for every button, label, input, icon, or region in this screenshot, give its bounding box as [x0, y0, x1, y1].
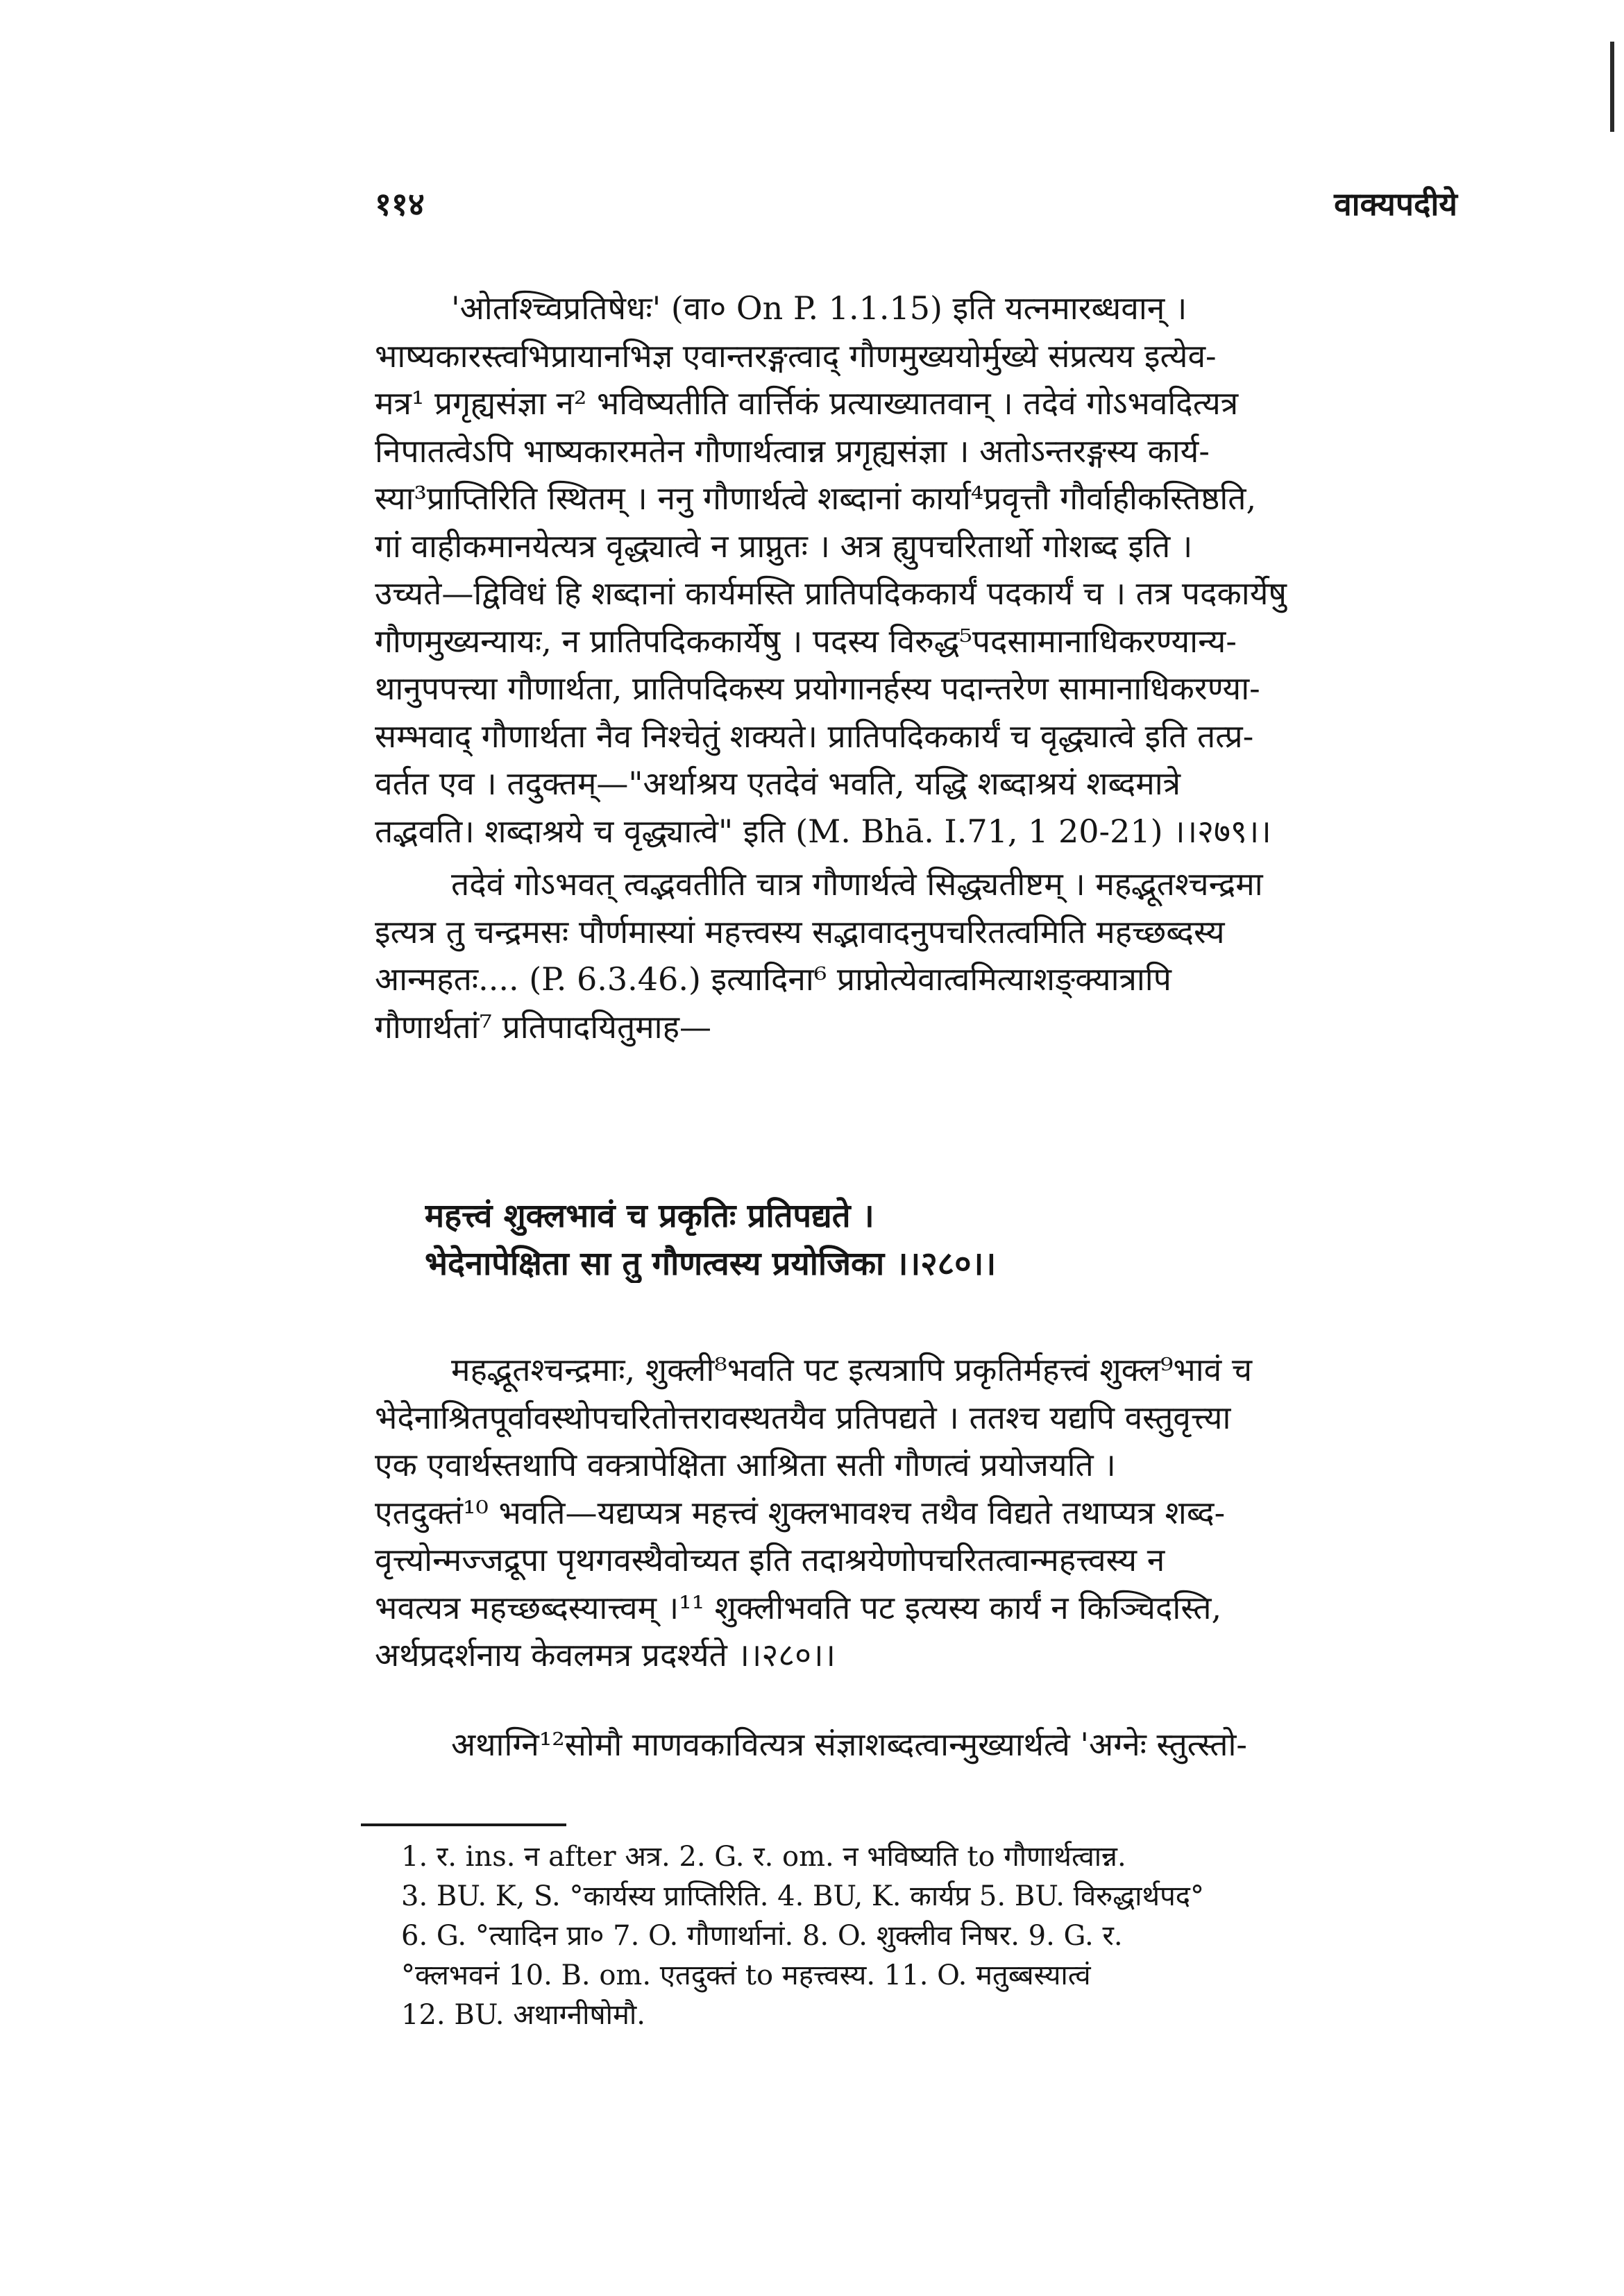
page-number: ११४ — [375, 185, 425, 223]
text-line: वृत्त्योन्मज्जद्रूपा पृथगवस्थैवोच्यत इति तदाश्रयेणोपचरितत्वान्महत्त्वस्य न — [375, 1541, 1165, 1579]
commentary-paragraph-1 — [375, 284, 1457, 855]
text-line: गौणार्थतां⁷ प्रतिपादयितुमाह— — [375, 1007, 712, 1046]
text-line: भवत्यत्र महच्छब्दस्यात्त्वम् ।¹¹ शुक्लीभवति पट इत्यस्य कार्यं न किञ्चिदस्ति, — [375, 1588, 1222, 1626]
footnote-line: 3. BU. K, S. °कार्यस्य प्राप्तिरिति. 4. BU, K. कार्यप्र 5. BU. विरुद्धार्थपद° — [401, 1880, 1205, 1912]
text-line: महद्भूतश्चन्द्रमाः, शुक्ली⁸भवति पट इत्यत्रापि प्रकृतिर्महत्त्वं शुक्ल⁹भावं च — [451, 1351, 1253, 1388]
running-head: वाक्यपदीये — [1334, 185, 1457, 223]
text-line: गौणमुख्यन्यायः, न प्रातिपदिककार्येषु । पदस्य विरुद्ध⁵पदसामानाधिकरण्यान्य- — [375, 622, 1237, 660]
text-line: अर्थप्रदर्शनाय केवलमत्र प्रदर्श्यते ।।२८०।। — [375, 1636, 836, 1674]
text-line: सम्भवाद् गौणार्थता नैव निश्चेतुं शक्यते। प्रातिपदिककार्यं च वृद्ध्यात्वे इति तत्प्र- — [375, 717, 1254, 755]
footnote-line: °क्लभवनं 10. B. om. एतदुक्तं to महत्त्वस्य. 11. O. मतुब्बस्यात्वं — [401, 1959, 1091, 1991]
footnotes — [401, 1837, 1449, 2035]
page-header — [375, 182, 1457, 230]
footnote-line: 1. र. ins. न after अत्र. 2. G. र. om. न भविष्यति to गौणार्थत्वान्न. — [401, 1841, 1126, 1873]
scan-edge-mark — [1610, 42, 1614, 132]
text-line: थानुपपत्त्या गौणार्थता, प्रातिपदिकस्य प्रयोगानर्हस्य पदान्तरेण सामानाधिकरण्या- — [375, 670, 1260, 707]
verse-line: भेदेनापेक्षिता सा तु गौणत्वस्य प्रयोजिका ।।२८०।। — [425, 1244, 997, 1283]
commentary-paragraph-2 — [375, 860, 1457, 1051]
text-line: आन्महतः.... (P. 6.3.46.) इत्यादिना⁶ प्राप्नोत्येवात्वमित्याशङ्क्यात्रापि — [375, 960, 1172, 998]
karika-verse — [425, 1188, 1452, 1283]
text-line: गां वाहीकमानयेत्यत्र वृद्ध्यात्वे न प्राप्नुतः । अत्र ह्युपचरितार्थो गोशब्द इति । — [375, 527, 1193, 565]
commentary-paragraph-4 — [375, 1721, 1457, 1769]
text-line: भाष्यकारस्त्वभिप्रायानभिज्ञ एवान्तरङ्गत्वाद् गौणमुख्ययोर्मुख्ये संप्रत्यय इत्येव- — [375, 337, 1217, 375]
text-line: 'ओतश्च्विप्रतिषेधः' (वा० On P. 1.1.15) इति यत्नमारब्धवान् । — [451, 289, 1187, 327]
text-line: एक एवार्थस्तथापि वक्त्रापेक्षिता आश्रिता सती गौणत्वं प्रयोजयति । — [375, 1446, 1116, 1483]
footnote-line: 6. G. °त्यादिन प्रा० 7. O. गौणार्थानां. 8. O. शुक्लीव निषर. 9. G. र. — [401, 1920, 1123, 1952]
footnote-line: 12. BU. अथाग्नीषोमौ. — [401, 1999, 645, 2031]
text-line: तदेवं गोऽभवत् त्वद्भवतीति चात्र गौणार्थत्वे सिद्ध्यतीष्टम् । महद्भूतश्चन्द्रमा — [451, 865, 1263, 903]
text-line: मत्र¹ प्रगृह्यसंज्ञा न² भविष्यतीति वार्त्तिकं प्रत्याख्यातवान् । तदेवं गोऽभवदित्यत्र — [375, 384, 1239, 422]
text-line: एतदुक्तं¹⁰ भवति—यद्यप्यत्र महत्त्वं शुक्लभावश्च तथैव विद्यते तथाप्यत्र शब्द- — [375, 1493, 1226, 1531]
text-line: उच्यते—द्विविधं हि शब्दानां कार्यमस्ति प्रातिपदिककार्यं पदकार्यं च । तत्र पदकार्येषु — [375, 575, 1287, 612]
text-line: अथाग्नि¹²सोमौ माणवकावित्यत्र संज्ञाशब्दत्वान्मुख्यार्थत्वे 'अग्नेः स्तुत्स्तो- — [451, 1726, 1247, 1763]
text-line: वर्तत एव । तदुक्तम्—"अर्थाश्रय एतदेवं भवति, यद्धि शब्दाश्रयं शब्दमात्रे — [375, 765, 1181, 802]
text-line: इत्यत्र तु चन्द्रमसः पौर्णमास्यां महत्त्वस्य सद्भावादनुपचरितत्वमिति महच्छब्दस्य — [375, 912, 1225, 951]
footnote-divider — [361, 1823, 566, 1826]
text-line: स्या³प्राप्तिरिति स्थितम् । ननु गौणार्थत्वे शब्दानां कार्या⁴प्रवृत्तौ गौर्वाहीकस्तिष्ठति, — [375, 479, 1257, 517]
text-line: तद्भवति। शब्दाश्रये च वृद्ध्यात्वे" इति (M. Bhā. I.71, 1 20-21) ।।२७९।। — [375, 812, 1271, 850]
commentary-paragraph-3 — [375, 1346, 1457, 1679]
text-line: भेदेनाश्रितपूर्वावस्थोपचरितोत्तरावस्थतयैव प्रतिपद्यते । ततश्च यद्यपि वस्तुवृत्त्या — [375, 1398, 1231, 1436]
text-line: निपातत्वेऽपि भाष्यकारमतेन गौणार्थत्वान्न प्रगृह्यसंज्ञा । अतोऽन्तरङ्गस्य कार्य- — [375, 432, 1210, 470]
verse-line: महत्त्वं शुक्लभावं च प्रकृतिः प्रतिपद्यते । — [425, 1197, 874, 1235]
